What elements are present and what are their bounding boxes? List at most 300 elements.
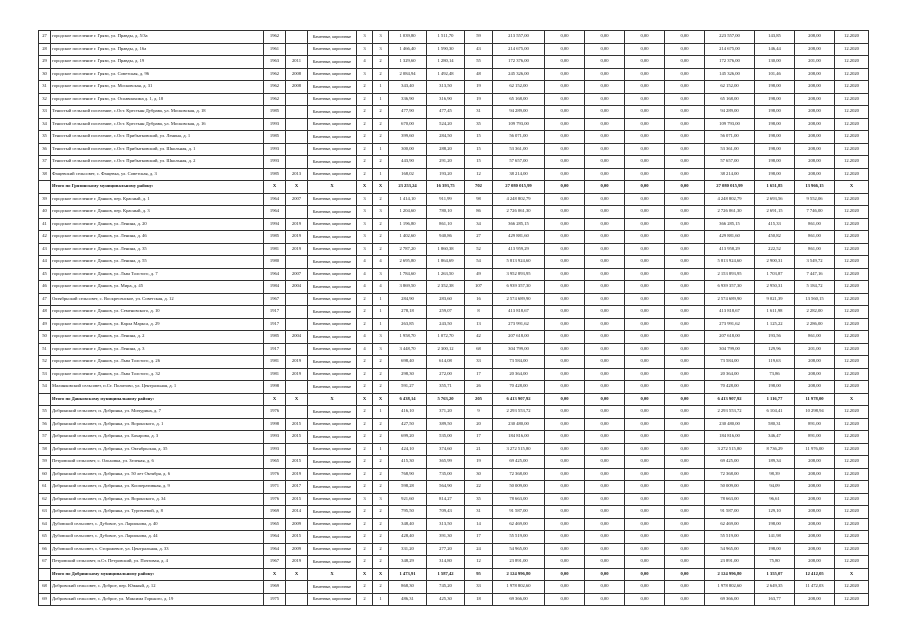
cost-other-cell: 366 285,15 — [705, 218, 755, 231]
floors-cell: 2 — [357, 543, 373, 556]
unit-cost-cell: 98,39 — [755, 468, 795, 481]
year-built-cell: 1993 — [264, 156, 286, 169]
row-number-cell: 54 — [39, 381, 51, 394]
cost-federal-cell: 0,00 — [545, 393, 585, 406]
year-built-cell: 1993 — [264, 118, 286, 131]
cost-regional-cell: 0,00 — [585, 381, 625, 394]
cost-regional-cell: 0,00 — [585, 518, 625, 531]
cost-owners-cell: 0,00 — [665, 193, 705, 206]
completion-date-cell: 12.2020 — [835, 31, 869, 44]
max-unit-cost-cell: 208,00 — [795, 518, 835, 531]
cost-regional-cell: 0,00 — [585, 418, 625, 431]
row-number-cell: 29 — [39, 56, 51, 69]
entrances-cell: 2 — [373, 368, 389, 381]
table-row — [39, 406, 869, 419]
wall-material-cell: Каменные, кирпичные — [308, 81, 357, 94]
unit-cost-cell: 1 651,85 — [755, 181, 795, 194]
max-unit-cost-cell: 7 447,16 — [795, 268, 835, 281]
living-area-cell: 814,27 — [427, 493, 465, 506]
total-area-cell: 2 084,94 — [389, 68, 427, 81]
cost-regional-cell: 0,00 — [585, 243, 625, 256]
cost-federal-cell: 0,00 — [545, 581, 585, 594]
address-cell: городское поселение г. Данков, ул. Мира, д. 45 — [51, 281, 264, 294]
cost-owners-cell: 0,00 — [665, 281, 705, 294]
cost-regional-cell: 0,00 — [585, 393, 625, 406]
residents-cell: 14 — [465, 518, 493, 531]
cost-local-cell: 0,00 — [625, 443, 665, 456]
cost-regional-cell: 0,00 — [585, 331, 625, 344]
cost-federal-cell: 0,00 — [545, 281, 585, 294]
cost-other-cell: 54 965,00 — [705, 543, 755, 556]
residents-cell: 22 — [465, 481, 493, 494]
cost-owners-cell: 0,00 — [665, 343, 705, 356]
year-renovated-cell: 2009 — [286, 543, 308, 556]
cost-other-cell: 2 124 996,80 — [705, 568, 755, 581]
completion-date-cell: Х — [835, 568, 869, 581]
address-cell: Добровский сельсовет, с. Доброе, пер. Южный, д. 12 — [51, 581, 264, 594]
total-area-cell: 343,40 — [389, 81, 427, 94]
address-cell: Дубовской сельсовет, с. Сторожевое, ул. Центральная, д. 33 — [51, 543, 264, 556]
row-number-cell: 47 — [39, 293, 51, 306]
living-area-cell: 1 587,42 — [427, 568, 465, 581]
cost-regional-cell: 0,00 — [585, 568, 625, 581]
entrances-cell: 2 — [373, 431, 389, 444]
living-area-cell: 2 352,38 — [427, 281, 465, 294]
floors-cell: 4 — [357, 56, 373, 69]
cost-owners-cell: 0,00 — [665, 443, 705, 456]
wall-material-cell: Каменные, кирпичные — [308, 31, 357, 44]
wall-material-cell: Каменные, кирпичные — [308, 593, 357, 606]
cost-local-cell: 0,00 — [625, 168, 665, 181]
floors-cell: 2 — [357, 481, 373, 494]
cost-regional-cell: 0,00 — [585, 93, 625, 106]
cost-local-cell: 0,00 — [625, 193, 665, 206]
total-area-cell: 1 402,60 — [389, 231, 427, 244]
living-area-cell: 735,00 — [427, 468, 465, 481]
year-renovated-cell — [286, 306, 308, 319]
row-number-cell: 57 — [39, 431, 51, 444]
residents-cell: 13 — [465, 318, 493, 331]
cost-owners-cell: 0,00 — [665, 81, 705, 94]
total-area-cell: 598,28 — [389, 481, 427, 494]
total-area-cell: 1 414,10 — [389, 193, 427, 206]
year-renovated-cell — [286, 318, 308, 331]
max-unit-cost-cell: 2 282,00 — [795, 306, 835, 319]
wall-material-cell: Каменные, кирпичные — [308, 443, 357, 456]
cost-federal-cell: 0,00 — [545, 93, 585, 106]
wall-material-cell: Каменные, кирпичные — [308, 206, 357, 219]
cost-regional-cell: 0,00 — [585, 106, 625, 119]
row-number-cell: 28 — [39, 43, 51, 56]
total-area-cell: 427,50 — [389, 418, 427, 431]
living-area-cell: 272,00 — [427, 368, 465, 381]
cost-owners-cell: 0,00 — [665, 256, 705, 269]
cost-owners-cell: 0,00 — [665, 181, 705, 194]
entrances-cell: 3 — [373, 43, 389, 56]
year-built-cell: 1976 — [264, 493, 286, 506]
cost-owners-cell: 0,00 — [665, 418, 705, 431]
max-unit-cost-cell: 3 549,72 — [795, 256, 835, 269]
year-built-cell: 1962 — [264, 81, 286, 94]
row-number-cell: 69 — [39, 593, 51, 606]
residents-cell: 17 — [465, 431, 493, 444]
floors-cell: 3 — [357, 68, 373, 81]
max-unit-cost-cell: 5 184,72 — [795, 281, 835, 294]
table-row — [39, 293, 869, 306]
total-area-cell: 331,20 — [389, 543, 427, 556]
address-cell: городское поселение г. Грязи, ул. Правды, д. 16а — [51, 43, 264, 56]
entrances-cell: 2 — [373, 506, 389, 519]
row-number-cell: 60 — [39, 468, 51, 481]
unit-cost-cell: 101,46 — [755, 68, 795, 81]
table-row — [39, 106, 869, 119]
wall-material-cell: Каменные, кирпичные — [308, 518, 357, 531]
year-built-cell: 1981 — [264, 356, 286, 369]
cost-local-cell: 0,00 — [625, 468, 665, 481]
cost-local-cell: 0,00 — [625, 306, 665, 319]
cost-total-cell: 20 364,00 — [493, 368, 545, 381]
entrances-cell: 2 — [373, 106, 389, 119]
living-area-cell: 371,20 — [427, 406, 465, 419]
address-cell: Добринский сельсовет, п. Добринка, ул. Воронского, д. 1 — [51, 418, 264, 431]
wall-material-cell: Каменные, кирпичные — [308, 368, 357, 381]
wall-material-cell: Каменные, кирпичные — [308, 243, 357, 256]
cost-regional-cell: 0,00 — [585, 131, 625, 144]
cost-local-cell: 0,00 — [625, 106, 665, 119]
cost-regional-cell: 0,00 — [585, 468, 625, 481]
entrances-cell: 1 — [373, 81, 389, 94]
cost-total-cell: 207 618,00 — [493, 331, 545, 344]
entrances-cell: 1 — [373, 293, 389, 306]
max-unit-cost-cell: 208,00 — [795, 156, 835, 169]
cost-total-cell: 429 881,60 — [493, 231, 545, 244]
year-renovated-cell — [286, 293, 308, 306]
unit-cost-cell: 94,09 — [755, 481, 795, 494]
table-row — [39, 368, 869, 381]
cost-local-cell: 0,00 — [625, 431, 665, 444]
cost-local-cell: 0,00 — [625, 218, 665, 231]
living-area-cell: 365,99 — [427, 456, 465, 469]
subtotal-row — [39, 568, 869, 581]
living-area-cell: 314,80 — [427, 556, 465, 569]
address-cell: городское поселение г. Данков, ул. Ленина, д. 46 — [51, 231, 264, 244]
floors-cell: 4 — [357, 268, 373, 281]
cost-owners-cell: 0,00 — [665, 118, 705, 131]
total-area-cell: 795,50 — [389, 506, 427, 519]
cost-owners-cell: 0,00 — [665, 556, 705, 569]
living-area-cell: 259,07 — [427, 306, 465, 319]
year-built-cell: 1998 — [264, 381, 286, 394]
cost-owners-cell: 0,00 — [665, 243, 705, 256]
cost-owners-cell: 0,00 — [665, 318, 705, 331]
year-renovated-cell — [286, 406, 308, 419]
cost-other-cell: 5 813 924,60 — [705, 256, 755, 269]
unit-cost-cell: 163,77 — [755, 593, 795, 606]
year-built-cell: 1963 — [264, 56, 286, 69]
cost-other-cell: 413 818,67 — [705, 306, 755, 319]
total-area-cell: 1 329,60 — [389, 56, 427, 69]
cost-local-cell: 0,00 — [625, 406, 665, 419]
floors-cell: 2 — [357, 593, 373, 606]
table-row — [39, 418, 869, 431]
table-row — [39, 56, 869, 69]
table-row — [39, 31, 869, 44]
total-area-cell: 699,20 — [389, 431, 427, 444]
completion-date-cell: 12.2020 — [835, 581, 869, 594]
row-number-cell: 58 — [39, 443, 51, 456]
year-built-cell: 1964 — [264, 531, 286, 544]
cost-other-cell: 273 991,62 — [705, 318, 755, 331]
living-area-cell: 1 072,70 — [427, 331, 465, 344]
entrances-cell: 2 — [373, 56, 389, 69]
cost-regional-cell: 0,00 — [585, 481, 625, 494]
table-row — [39, 143, 869, 156]
cost-total-cell: 413 959,29 — [493, 243, 545, 256]
total-area-cell: 23 253,24 — [389, 181, 427, 194]
address-cell: Фащевский сельсовет, с. Фащевка, ул. Советская, д. 3 — [51, 168, 264, 181]
living-area-cell: 861,10 — [427, 218, 465, 231]
unit-cost-cell: 2 900,31 — [755, 256, 795, 269]
unit-cost-cell: 198,00 — [755, 381, 795, 394]
row-number-cell: 46 — [39, 281, 51, 294]
cost-owners-cell: 0,00 — [665, 293, 705, 306]
cost-federal-cell: 0,00 — [545, 218, 585, 231]
max-unit-cost-cell: 208,00 — [795, 456, 835, 469]
table-row — [39, 68, 869, 81]
unit-cost-cell: 1 125,22 — [755, 318, 795, 331]
year-renovated-cell: 2019 — [286, 368, 308, 381]
completion-date-cell: 12.2020 — [835, 481, 869, 494]
unit-cost-cell: 198,00 — [755, 168, 795, 181]
cost-local-cell: 0,00 — [625, 243, 665, 256]
floors-cell: 3 — [357, 43, 373, 56]
cost-total-cell: 78 663,00 — [493, 493, 545, 506]
wall-material-cell: Х — [308, 181, 357, 194]
cost-other-cell: 230 480,00 — [705, 418, 755, 431]
total-area-cell: 3 869,50 — [389, 281, 427, 294]
completion-date-cell: 12.2020 — [835, 56, 869, 69]
wall-material-cell: Каменные, кирпичные — [308, 506, 357, 519]
table-row — [39, 231, 869, 244]
table-row — [39, 256, 869, 269]
cost-regional-cell: 0,00 — [585, 543, 625, 556]
floors-cell: 2 — [357, 406, 373, 419]
cost-federal-cell: 0,00 — [545, 593, 585, 606]
entrances-cell: 2 — [373, 531, 389, 544]
cost-total-cell: 1 978 802,60 — [493, 581, 545, 594]
completion-date-cell: 12.2020 — [835, 381, 869, 394]
living-area-cell: 614,08 — [427, 356, 465, 369]
total-area-cell: 2 787,20 — [389, 243, 427, 256]
total-area-cell: 1 204,60 — [389, 206, 427, 219]
cost-other-cell: 2 153 893,95 — [705, 268, 755, 281]
cost-regional-cell: 0,00 — [585, 406, 625, 419]
floors-cell: 2 — [357, 418, 373, 431]
floors-cell: 2 — [357, 368, 373, 381]
residents-cell: 30 — [465, 468, 493, 481]
total-area-cell: 399,60 — [389, 131, 427, 144]
completion-date-cell: 12.2020 — [835, 156, 869, 169]
year-built-cell: 1993 — [264, 443, 286, 456]
living-area-cell: 243,50 — [427, 318, 465, 331]
unit-cost-cell: 129,96 — [755, 343, 795, 356]
max-unit-cost-cell: 208,00 — [795, 93, 835, 106]
cost-other-cell: 429 881,60 — [705, 231, 755, 244]
year-built-cell: 1998 — [264, 418, 286, 431]
table-row — [39, 518, 869, 531]
max-unit-cost-cell: 208,00 — [795, 543, 835, 556]
year-built-cell: 1917 — [264, 306, 286, 319]
cost-federal-cell: 0,00 — [545, 43, 585, 56]
row-number-cell: 30 — [39, 68, 51, 81]
floors-cell: 3 — [357, 193, 373, 206]
cost-other-cell: 223 557,00 — [705, 31, 755, 44]
completion-date-cell: 12.2020 — [835, 318, 869, 331]
unit-cost-cell: 1 355,07 — [755, 568, 795, 581]
table-row — [39, 543, 869, 556]
cost-total-cell: 6 413 907,92 — [493, 393, 545, 406]
row-number-cell: 35 — [39, 131, 51, 144]
unit-cost-cell: 6 104,41 — [755, 406, 795, 419]
cost-regional-cell: 0,00 — [585, 593, 625, 606]
year-renovated-cell: 2019 — [286, 231, 308, 244]
year-renovated-cell: Х — [286, 181, 308, 194]
table-row — [39, 268, 869, 281]
completion-date-cell: 12.2020 — [835, 556, 869, 569]
wall-material-cell: Каменные, кирпичные — [308, 556, 357, 569]
cost-federal-cell: 0,00 — [545, 381, 585, 394]
residents-cell: 15 — [465, 143, 493, 156]
unit-cost-cell: 198,00 — [755, 93, 795, 106]
cost-other-cell: 2 293 553,72 — [705, 406, 755, 419]
cost-local-cell: 0,00 — [625, 118, 665, 131]
living-area-cell: 709,43 — [427, 506, 465, 519]
cost-total-cell: 214 675,00 — [493, 43, 545, 56]
wall-material-cell: Каменные, кирпичные — [308, 93, 357, 106]
residents-cell: 43 — [465, 43, 493, 56]
cost-other-cell: 23 891,00 — [705, 556, 755, 569]
year-renovated-cell — [286, 106, 308, 119]
max-unit-cost-cell: 208,00 — [795, 81, 835, 94]
residents-cell: 86 — [465, 206, 493, 219]
table-row — [39, 581, 869, 594]
cost-other-cell: 145 326,00 — [705, 68, 755, 81]
max-unit-cost-cell: 13 560,15 — [795, 293, 835, 306]
living-area-cell: 1 860,38 — [427, 243, 465, 256]
unit-cost-cell: 198,00 — [755, 81, 795, 94]
cost-owners-cell: 0,00 — [665, 518, 705, 531]
address-cell: Добринский сельсовет, п. Добринка, ул. 50 лет Октября, д. 6 — [51, 468, 264, 481]
cost-other-cell: 65 168,00 — [705, 93, 755, 106]
year-built-cell: 1981 — [264, 368, 286, 381]
completion-date-cell: Х — [835, 393, 869, 406]
cost-regional-cell: 0,00 — [585, 31, 625, 44]
year-built-cell: 1965 — [264, 518, 286, 531]
max-unit-cost-cell: 208,00 — [795, 168, 835, 181]
cost-owners-cell: 0,00 — [665, 218, 705, 231]
entrances-cell: 2 — [373, 118, 389, 131]
cost-local-cell: 0,00 — [625, 81, 665, 94]
entrances-cell: 2 — [373, 581, 389, 594]
unit-cost-cell: 346,47 — [755, 431, 795, 444]
cost-owners-cell: 0,00 — [665, 43, 705, 56]
unit-cost-cell: 415,33 — [755, 218, 795, 231]
year-built-cell: 1967 — [264, 556, 286, 569]
cost-total-cell: 23 891,00 — [493, 556, 545, 569]
wall-material-cell: Каменные, кирпичные — [308, 343, 357, 356]
residents-cell: 15 — [465, 156, 493, 169]
total-area-cell: 591,27 — [389, 381, 427, 394]
residents-cell: 9 — [465, 406, 493, 419]
cost-other-cell: 184 816,00 — [705, 431, 755, 444]
cost-regional-cell: 0,00 — [585, 68, 625, 81]
unit-cost-cell: 198,00 — [755, 543, 795, 556]
year-renovated-cell — [286, 118, 308, 131]
address-cell: Тенистый сельский поселение, с.Ост. Прибытковский, ул. Ленина, д. 1 — [51, 131, 264, 144]
cost-federal-cell: 0,00 — [545, 243, 585, 256]
residents-cell: 33 — [465, 356, 493, 369]
wall-material-cell: Х — [308, 568, 357, 581]
living-area-cell: 288,20 — [427, 143, 465, 156]
year-renovated-cell: 2015 — [286, 431, 308, 444]
cost-regional-cell: 0,00 — [585, 556, 625, 569]
total-area-cell: 443,90 — [389, 156, 427, 169]
unit-cost-cell: 2 950,31 — [755, 281, 795, 294]
floors-cell: 4 — [357, 256, 373, 269]
cost-federal-cell: 0,00 — [545, 293, 585, 306]
cost-owners-cell: 0,00 — [665, 168, 705, 181]
entrances-cell: 2 — [373, 468, 389, 481]
floors-cell: 2 — [357, 93, 373, 106]
cost-owners-cell: 0,00 — [665, 306, 705, 319]
wall-material-cell: Каменные, кирпичные — [308, 531, 357, 544]
cost-other-cell: 73 584,00 — [705, 356, 755, 369]
floors-cell: 2 — [357, 381, 373, 394]
wall-material-cell: Каменные, кирпичные — [308, 431, 357, 444]
residents-cell: 33 — [465, 581, 493, 594]
year-built-cell: 1985 — [264, 231, 286, 244]
row-number-cell: 45 — [39, 268, 51, 281]
unit-cost-cell: 130,00 — [755, 56, 795, 69]
table-row — [39, 43, 869, 56]
table-row — [39, 481, 869, 494]
cost-total-cell: 50 009,00 — [493, 481, 545, 494]
cost-total-cell: 273 991,62 — [493, 318, 545, 331]
completion-date-cell: 12.2020 — [835, 256, 869, 269]
year-renovated-cell: 2019 — [286, 356, 308, 369]
unit-cost-cell: 119,63 — [755, 356, 795, 369]
living-area-cell: 524,20 — [427, 118, 465, 131]
total-area-cell: 921,60 — [389, 493, 427, 506]
housing-register-table — [38, 30, 869, 606]
cost-owners-cell: 0,00 — [665, 268, 705, 281]
entrances-cell: 2 — [373, 418, 389, 431]
year-renovated-cell — [286, 443, 308, 456]
cost-other-cell: 6 413 907,92 — [705, 393, 755, 406]
cost-federal-cell: 0,00 — [545, 231, 585, 244]
entrances-cell: 3 — [373, 343, 389, 356]
table-row — [39, 381, 869, 394]
year-built-cell: Х — [264, 568, 286, 581]
max-unit-cost-cell: 13 966,15 — [795, 181, 835, 194]
year-built-cell: 1967 — [264, 293, 286, 306]
cost-regional-cell: 0,00 — [585, 218, 625, 231]
max-unit-cost-cell: 208,00 — [795, 43, 835, 56]
unit-cost-cell: 2 691,15 — [755, 206, 795, 219]
year-built-cell: 1917 — [264, 343, 286, 356]
residents-cell: 205 — [465, 393, 493, 406]
cost-regional-cell: 0,00 — [585, 231, 625, 244]
